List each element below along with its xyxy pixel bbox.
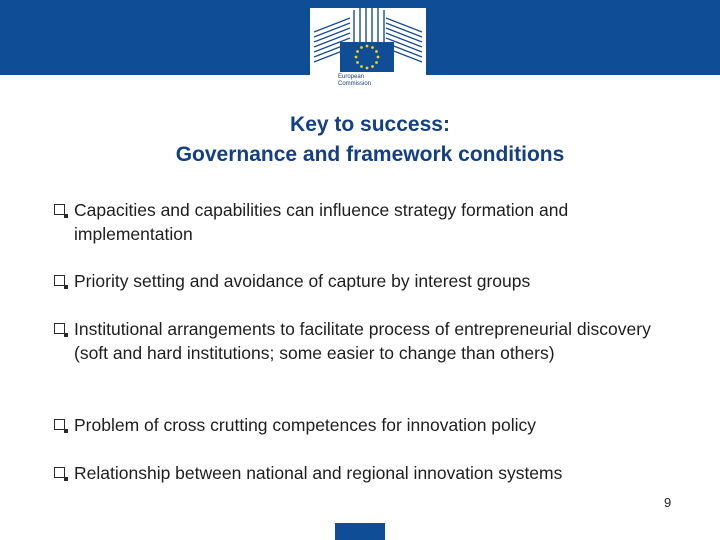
page-number: 9	[664, 495, 672, 510]
logo-line-european: European	[338, 74, 365, 80]
bullet-item	[52, 198, 672, 246]
bullet-item	[52, 461, 562, 485]
slide-title	[0, 110, 720, 170]
logo-text	[338, 74, 398, 88]
checkbox-bullet-icon	[54, 419, 65, 430]
checkbox-bullet-icon	[54, 323, 65, 334]
bullet-text: Priority setting and avoidance of capture by interest groups	[74, 271, 531, 291]
bullet-text: Relationship between national and regional innovation systems	[74, 463, 563, 483]
bullet-text: Problem of cross crutting competences for innovation policy	[74, 415, 537, 435]
logo-line-commission: Commission	[338, 81, 372, 87]
footer-bar	[335, 523, 385, 540]
title-line-1: Key to success:	[290, 113, 450, 136]
checkbox-bullet-icon	[54, 467, 65, 478]
bullet-item	[52, 317, 672, 365]
european-commission-logo	[310, 8, 426, 98]
bullet-text: Institutional arrangements to facilitate process of entrepreneurial discovery (soft and hard institutions; some easier to change than others)	[74, 319, 651, 363]
checkbox-bullet-icon	[54, 275, 65, 286]
title-line-2: Governance and framework conditions	[175, 143, 565, 166]
bullet-item	[52, 269, 530, 293]
checkbox-bullet-icon	[54, 204, 65, 215]
bullet-item	[52, 413, 536, 437]
bullet-text: Capacities and capabilities can influence strategy formation and implementation	[74, 200, 569, 244]
